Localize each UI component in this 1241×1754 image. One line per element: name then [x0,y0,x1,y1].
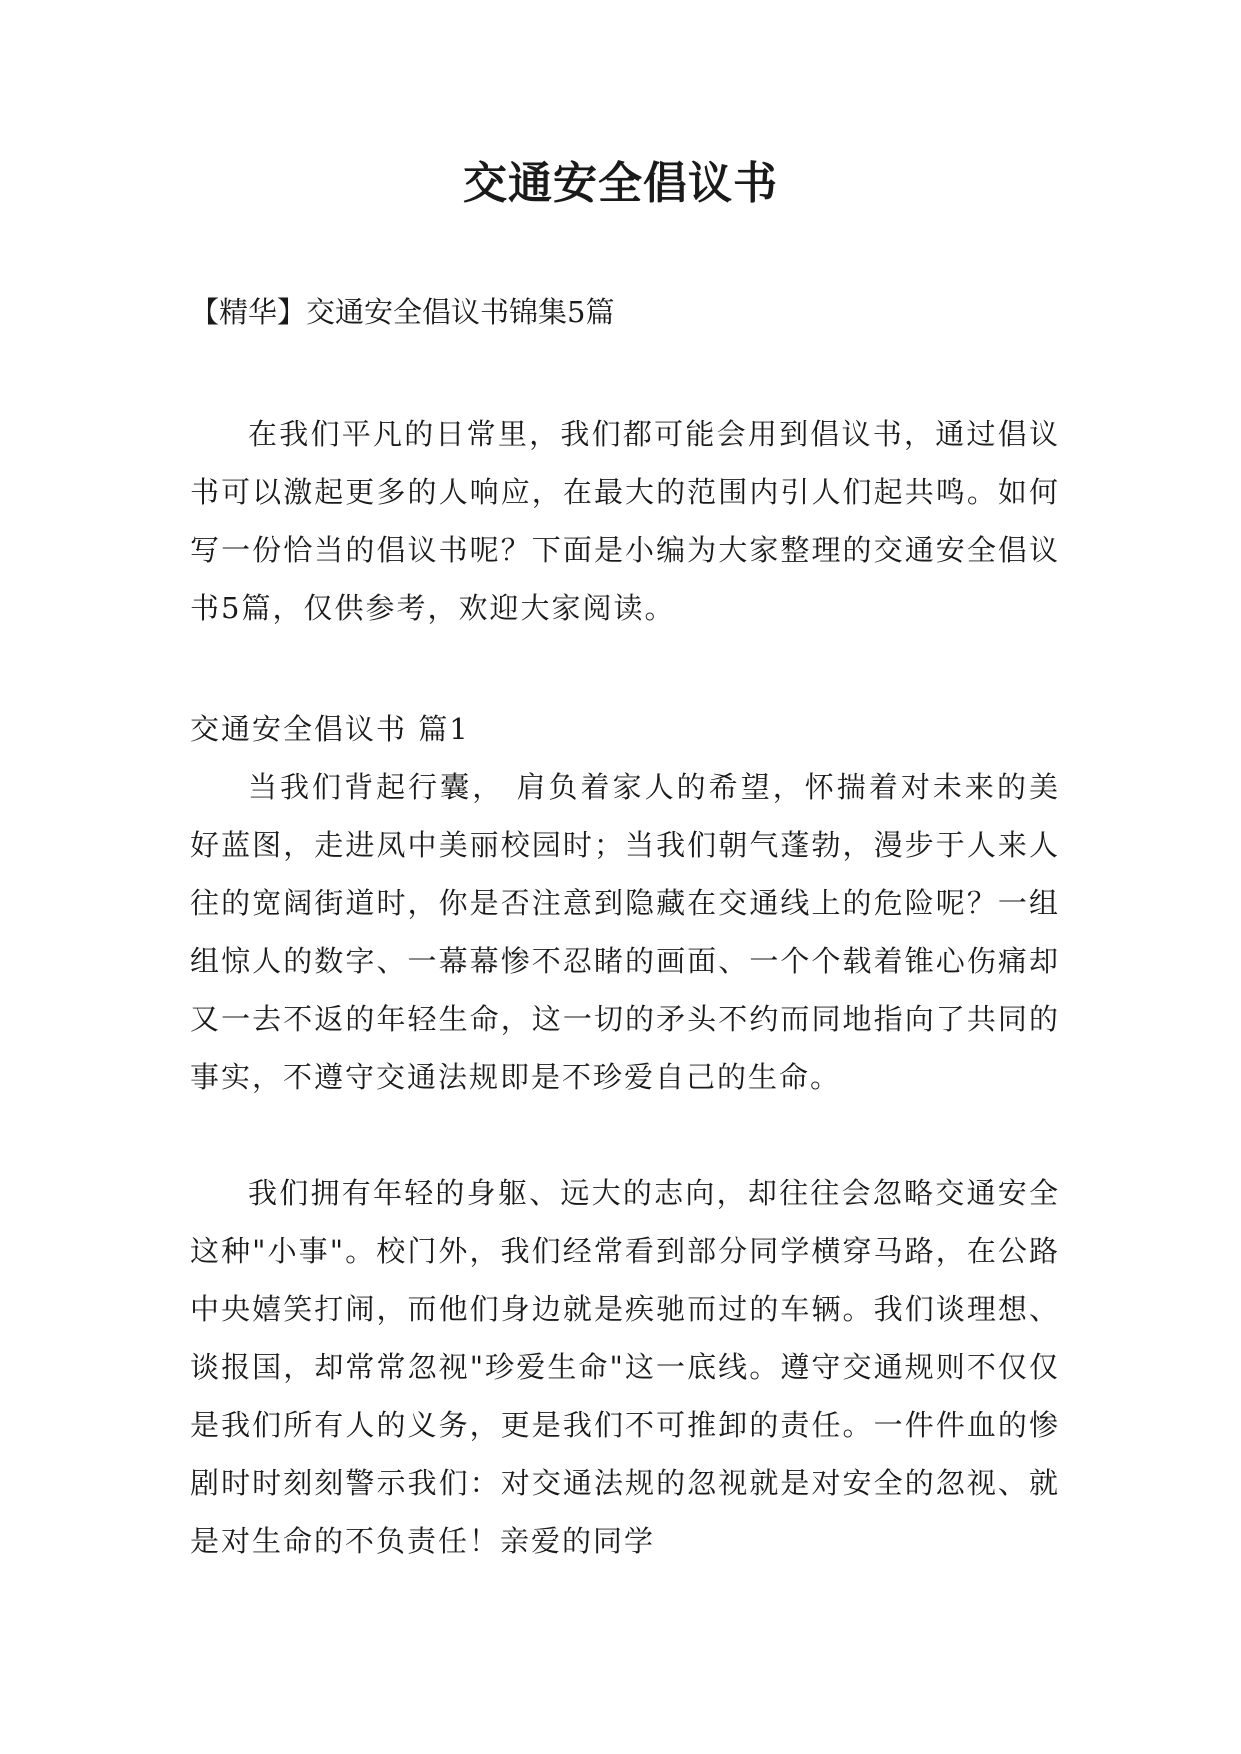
section-heading: 交通安全倡议书 篇1 [190,712,470,746]
document-title: 交通安全倡议书 [463,158,778,209]
body-paragraph-2: 我们拥有年轻的身躯、远大的志向，却往往会忽略交通安全这种"小事"。校门外，我们经常看到部分同学横穿马路，在公路中央嬉笑打闹，而他们身边就是疾驰而过的车辆。我们谈理想、谈报国，却常常忽视"珍爱生命"这一底线。遵守交通规则不仅仅是我们所有人的义务，更是我们不可推卸的责任。一件件血的惨剧时时刻刻警示我们：对交通法规的忽视就是对安全的忽视、就是对生命的不负责任！亲爱的同学 [190,1176,1060,1558]
body-paragraph-1: 当我们背起行囊， 肩负着家人的希望，怀揣着对未来的美好蓝图，走进凤中美丽校园时；当我们朝气蓬勃，漫步于人来人往的宽阔街道时，你是否注意到隐藏在交通线上的危险呢？一组组惊人的数字、一幕幕惨不忍睹的画面、一个个载着锥心伤痛却又一去不返的年轻生命，这一切的矛头不约而同地指向了共同的事实，不遵守交通法规即是不珍爱自己的生命。 [190,770,1060,1094]
document-subtitle: 【精华】交通安全倡议书锦集5篇 [190,295,615,329]
intro-paragraph: 在我们平凡的日常里，我们都可能会用到倡议书，通过倡议书可以激起更多的人响应，在最大的范围内引人们起共鸣。如何写一份恰当的倡议书呢？下面是小编为大家整理的交通安全倡议书5篇，仅供参考，欢迎大家阅读。 [190,417,1060,625]
